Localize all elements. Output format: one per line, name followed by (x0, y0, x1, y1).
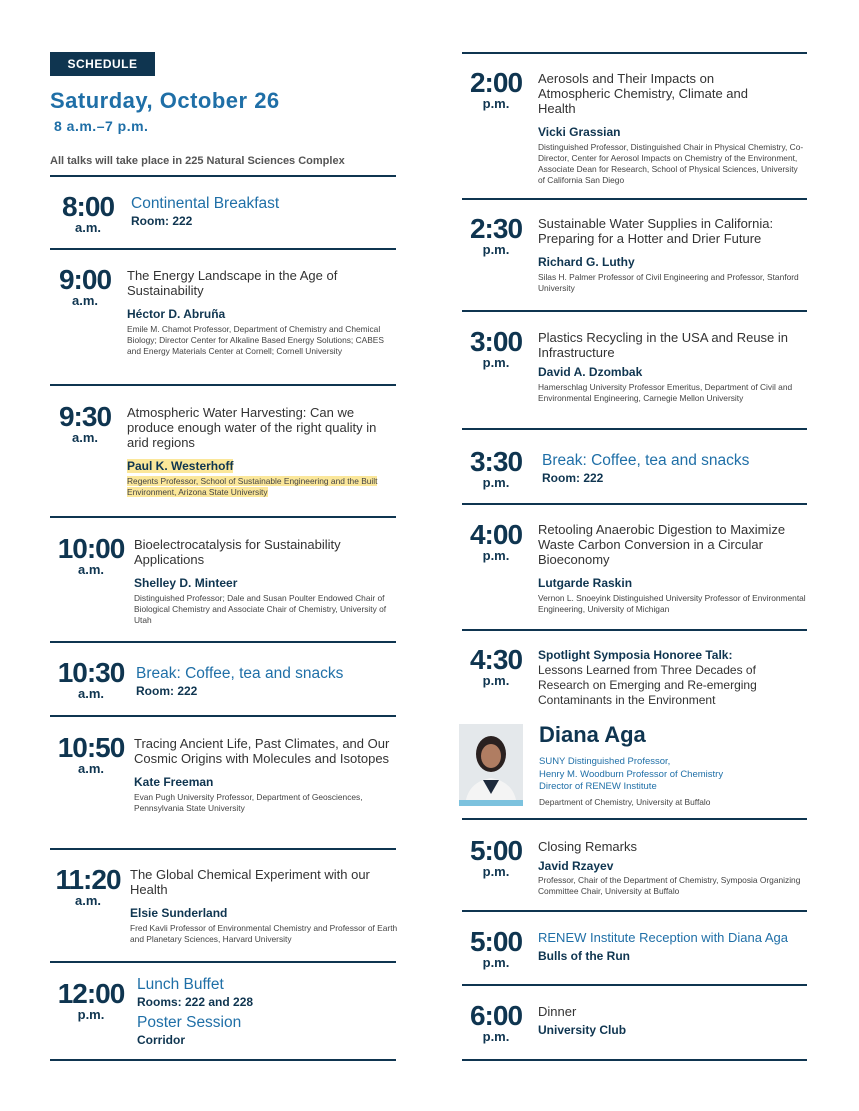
divider (462, 503, 807, 505)
session-title: Tracing Ancient Life, Past Climates, and Our Cosmic Origins with Molecules and Isotopes (134, 736, 390, 766)
honoree-department: Department of Chemistry, University at Buffalo (539, 797, 711, 807)
divider (462, 1059, 807, 1061)
speaker-name: David A. Dzombak (538, 365, 643, 379)
speaker-name-highlighted (127, 459, 397, 474)
time-ampm: p.m. (482, 355, 510, 370)
time-value: 9:00 (58, 264, 112, 295)
speaker-affiliation-block (127, 476, 395, 498)
time-block (50, 534, 132, 577)
time-ampm: a.m. (74, 220, 101, 235)
session-title: Lunch Buffet (137, 976, 224, 993)
time-value: 5:00 (469, 835, 523, 866)
time-block (50, 979, 132, 1022)
time-block (462, 327, 530, 370)
time-ampm: a.m. (77, 761, 104, 776)
time-value: 10:00 (57, 533, 125, 564)
session-room: Room: 222 (136, 684, 198, 698)
speaker-affiliation: Professor, Chair of the Department of Chemistry, Symposia Organizing Committee Chair, University at Buffalo (538, 875, 801, 896)
time-block (462, 214, 530, 257)
speaker-affiliation: Distinguished Professor; Dale and Susan Poulter Endowed Chair of Biological Chemistry and Associate Chair of Chemistry, University of Utah (134, 593, 387, 625)
time-value: 3:00 (469, 326, 523, 357)
session-title: Break: Coffee, tea and snacks (136, 665, 344, 682)
divider (462, 428, 807, 430)
time-ampm: a.m. (77, 562, 104, 577)
speaker-affiliation: Regents Professor, School of Sustainable Engineering and the Built Environment, Arizona State University (127, 476, 378, 497)
event-hours: 8 a.m.–7 p.m. (54, 118, 149, 134)
time-value: 4:00 (469, 519, 523, 550)
honoree-title-line: SUNY Distinguished Professor, (539, 756, 671, 767)
session-title: Retooling Anaerobic Digestion to Maximize Waste Carbon Conversion in a Circular Bioeconomy (538, 522, 786, 567)
divider (462, 310, 807, 312)
divider (50, 961, 396, 963)
time-ampm: p.m. (482, 96, 510, 111)
time-ampm: p.m. (482, 1029, 510, 1044)
time-ampm: p.m. (482, 955, 510, 970)
time-value: 5:00 (469, 926, 523, 957)
session-room: Room: 222 (131, 214, 193, 228)
honoree-talk-label: Spotlight Symposia Honoree Talk: (538, 648, 733, 662)
speaker-affiliation: Evan Pugh University Professor, Department of Geosciences, Pennsylvania State University (134, 792, 363, 813)
session-room: Room: 222 (542, 471, 604, 485)
session-title: Continental Breakfast (131, 195, 280, 212)
speaker-name: Richard G. Luthy (538, 255, 635, 269)
divider (462, 198, 807, 200)
time-block (50, 402, 120, 445)
time-ampm: p.m. (77, 1007, 105, 1022)
session-title: Atmospheric Water Harvesting: Can we produce enough water of the right quality in arid regions (127, 405, 377, 450)
speaker-name: Héctor D. Abruña (127, 307, 226, 321)
speaker-affiliation: Emile M. Chamot Professor, Department of Chemistry and Chemical Biology; Director Center for Alkaline Based Energy Solutions; CABES and Energy Materials Center at Cornell; Cornell University (127, 324, 384, 356)
divider (50, 641, 396, 643)
time-block (462, 68, 530, 111)
session-room-secondary: Corridor (137, 1033, 185, 1047)
time-value: 9:30 (58, 401, 112, 432)
speaker-name: Javid Rzayev (538, 859, 614, 873)
divider (462, 52, 807, 54)
honoree-titles (539, 756, 723, 794)
time-ampm: p.m. (482, 475, 510, 490)
divider (462, 629, 807, 631)
time-ampm: a.m. (74, 893, 101, 908)
time-value: 6:00 (469, 1000, 523, 1031)
time-value: 11:20 (55, 864, 121, 895)
time-ampm: p.m. (482, 548, 510, 563)
time-block (462, 1001, 530, 1044)
session-title: Break: Coffee, tea and snacks (542, 452, 750, 469)
time-block (50, 733, 132, 776)
speaker-affiliation: Silas H. Palmer Professor of Civil Engineering and Professor, Stanford University (538, 272, 799, 293)
time-value: 8:00 (61, 191, 115, 222)
speaker-name: Paul K. Westerhoff (127, 459, 234, 473)
speaker-affiliation: Hamerschlag University Professor Emeritus, Department of Civil and Environmental Engineering, Carnegie Mellon University (538, 382, 793, 403)
time-value: 2:30 (469, 213, 523, 244)
session-title: RENEW Institute Reception with Diana Aga (538, 930, 789, 945)
time-block (462, 927, 530, 970)
session-title: Lessons Learned from Three Decades of Research on Emerging and Re-emerging Contaminants in the Environment (538, 663, 757, 707)
time-value: 3:30 (469, 446, 523, 477)
location-note: All talks will take place in 225 Natural Sciences Complex (50, 155, 345, 167)
divider (50, 248, 396, 250)
event-date: Saturday, October 26 (50, 88, 280, 113)
time-ampm: a.m. (77, 686, 104, 701)
session-room: University Club (538, 1023, 627, 1037)
speaker-name: Elsie Sunderland (130, 906, 228, 920)
session-title: Sustainable Water Supplies in California: Preparing for a Hotter and Drier Future (538, 216, 774, 246)
time-ampm: p.m. (482, 864, 510, 879)
honoree-title-line: Henry M. Woodburn Professor of Chemistry (539, 768, 724, 780)
time-block (50, 265, 120, 308)
time-block (462, 520, 530, 563)
session-room: Rooms: 222 and 228 (137, 995, 254, 1009)
speaker-affiliation: Distinguished Professor, Distinguished Chair in Physical Chemistry, Co-Director, Center for Aerosol Impacts on Chemistry of the Environment, Associate Dean for Research, School of Physical Sciences, University of California San Diego (538, 142, 804, 185)
divider (50, 384, 396, 386)
session-title: The Global Chemical Experiment with our Health (130, 867, 370, 897)
speaker-name: Lutgarde Raskin (538, 576, 633, 590)
time-value: 10:50 (57, 732, 125, 763)
honoree-name: Diana Aga (539, 722, 646, 747)
divider (462, 984, 807, 986)
session-title: Aerosols and Their Impacts on Atmospheric Chemistry, Climate and Health (538, 71, 748, 116)
time-value: 4:30 (469, 644, 523, 675)
divider (50, 516, 396, 518)
time-block (462, 645, 530, 688)
time-ampm: a.m. (71, 293, 98, 308)
time-ampm: p.m. (482, 673, 510, 688)
divider (462, 818, 807, 820)
honoree-photo (459, 724, 523, 806)
session-title: The Energy Landscape in the Age of Sustainability (127, 268, 338, 298)
session-title-secondary: Poster Session (137, 1014, 242, 1031)
time-value: 10:30 (57, 657, 125, 688)
divider (50, 175, 396, 177)
time-block (462, 447, 530, 490)
session-title: Dinner (538, 1004, 577, 1019)
divider (50, 715, 396, 717)
time-block (50, 658, 132, 701)
divider (50, 848, 396, 850)
time-block (50, 865, 126, 908)
portrait-illustration (459, 724, 523, 806)
speaker-name: Vicki Grassian (538, 125, 621, 139)
session-room: Bulls of the Run (538, 949, 630, 963)
session-title: Plastics Recycling in the USA and Reuse in Infrastructure (538, 330, 789, 360)
speaker-affiliation: Vernon L. Snoeyink Distinguished University Professor of Environmental Engineering, University of Michigan (538, 593, 806, 614)
session-title: Closing Remarks (538, 839, 637, 854)
speaker-name: Shelley D. Minteer (134, 576, 238, 590)
time-ampm: a.m. (71, 430, 98, 445)
divider (462, 910, 807, 912)
speaker-affiliation: Fred Kavli Professor of Environmental Chemistry and Professor of Earth and Planetary Sciences, Harvard University (130, 923, 398, 944)
section-tag: SCHEDULE (50, 52, 155, 76)
time-value: 12:00 (57, 978, 125, 1009)
time-block (462, 836, 530, 879)
time-block (50, 192, 126, 235)
time-value: 2:00 (469, 67, 523, 98)
session-title: Bioelectrocatalysis for Sustainability Applications (134, 537, 341, 567)
honoree-title-line: Director of RENEW Institute (539, 781, 657, 792)
divider (50, 1059, 396, 1061)
speaker-name: Kate Freeman (134, 775, 214, 789)
time-ampm: p.m. (482, 242, 510, 257)
